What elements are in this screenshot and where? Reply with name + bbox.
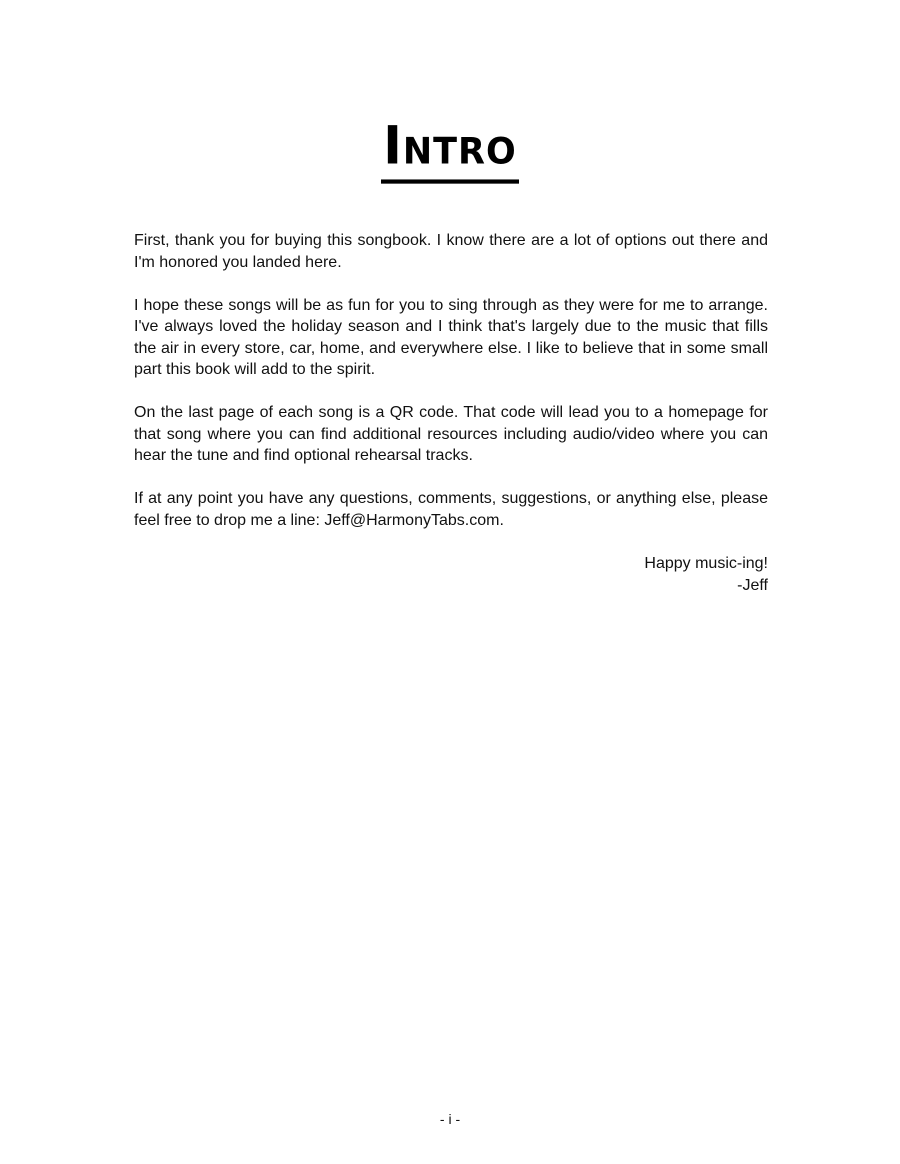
page-number: - i -	[439, 1111, 461, 1127]
title-container	[0, 116, 900, 182]
closing-line: Happy music-ing!	[644, 555, 768, 572]
paragraph-qr-code: On the last page of each song is a QR code. That code will lead you to a homepage for that song where you can find additional resources including audio/video where you can hear the tune and find optional rehearsal tracks.	[134, 404, 768, 464]
signature: -Jeff	[737, 576, 768, 594]
signoff-block	[134, 553, 768, 596]
intro-body	[134, 230, 768, 553]
page-title: Intro	[381, 114, 518, 183]
paragraph-contact: If at any point you have any questions, comments, suggestions, or anything else, please feel free to drop me a line: Jeff@HarmonyTabs.com.	[134, 490, 768, 529]
paragraph-hope: I hope these songs will be as fun for you to sing through as they were for me to arrange. I've always loved the holiday season and I think that's largely due to the music that fills the air in every store, car, home, and everywhere else. I like to believe that in some small part this book will add to the spirit.	[134, 296, 768, 378]
paragraph-thanks: First, thank you for buying this songbook. I know there are a lot of options out there and I'm honored you landed here.	[134, 232, 768, 271]
